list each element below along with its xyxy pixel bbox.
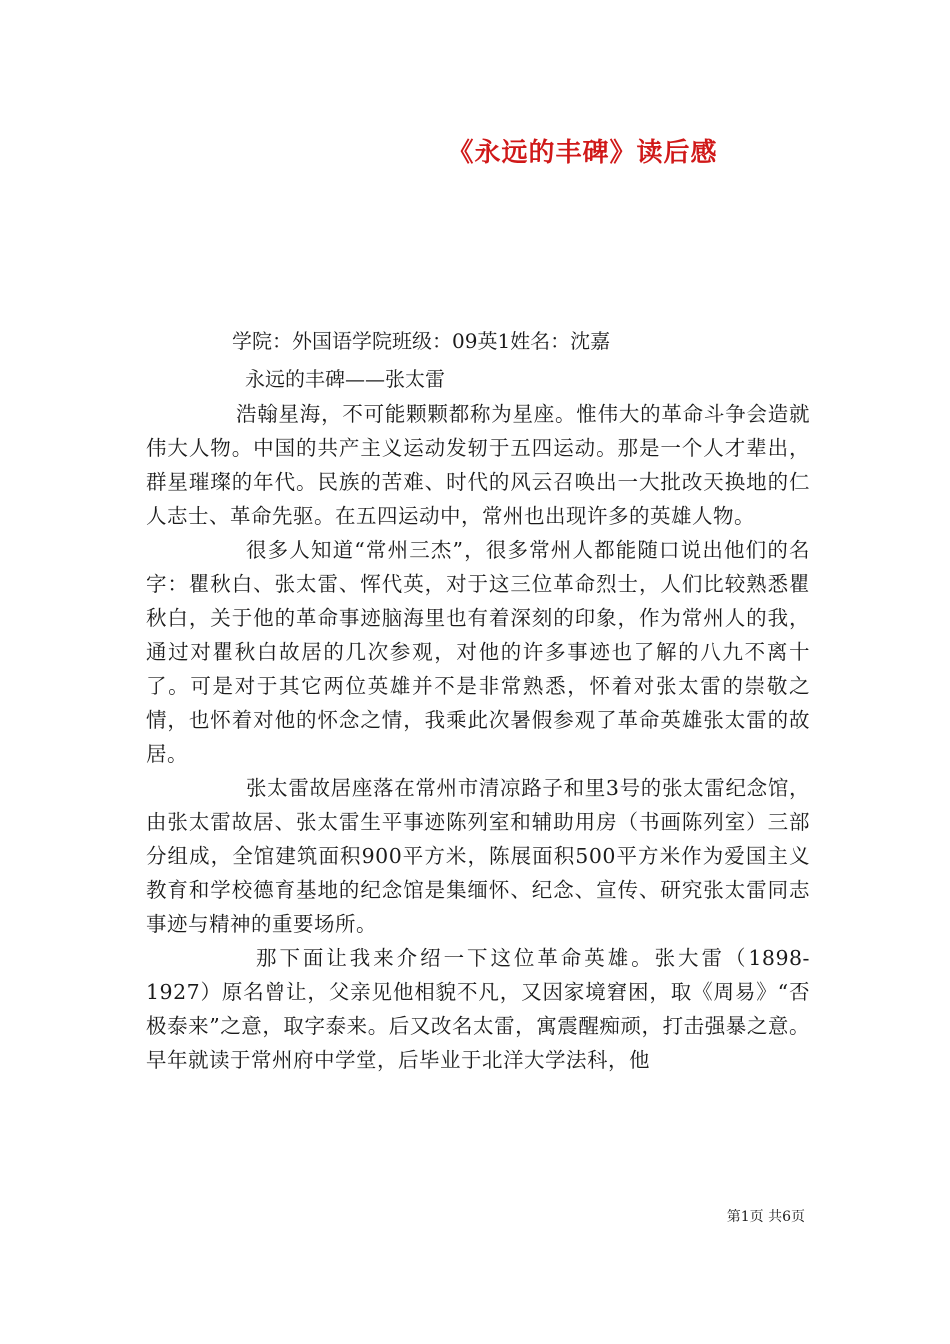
- page-number: 第1页 共6页: [726, 1209, 805, 1225]
- author-info-line: 学院：外国语学院班级：09英1姓名：沈嘉: [232, 329, 611, 353]
- paragraph-1: 浩翰星海，不可能颗颗都称为星座。惟伟大的革命斗争会造就伟大人物。中国的共产主义运动发轫于五四运动。那是一个人才辈出，群星璀璨的年代。民族的苦难、时代的风云召唤出一大批改天换地的仁人志士、革命先驱。在五四运动中，常州也出现许多的英雄人物。: [146, 402, 810, 528]
- paragraph-3: 张太雷故居座落在常州市清凉路子和里3号的张太雷纪念馆，由张太雷故居、张太雷生平事迹陈列室和辅助用房（书画陈列室）三部分组成，全馆建筑面积900平方米，陈展面积500平方米作为爱国主义教育和学校德育基地的纪念馆是集缅怀、纪念、宣传、研究张太雷同志事迹与精神的重要场所。: [146, 776, 810, 936]
- document-title: 《永远的丰碑》读后感: [447, 138, 718, 168]
- document-body: [146, 397, 810, 1077]
- paragraph-2: 很多人知道“常州三杰”，很多常州人都能随口说出他们的名字：瞿秋白、张太雷、恽代英，对于这三位革命烈士，人们比较熟悉瞿秋白，关于他的革命事迹脑海里也有着深刻的印象，作为常州人的我，通过对瞿秋白故居的几次参观，对他的许多事迹也了解的八九不离十了。可是对于其它两位英雄并不是非常熟悉，怀着对张太雷的崇敬之情，也怀着对他的怀念之情，我乘此次暑假参观了革命英雄张太雷的故居。: [146, 538, 810, 766]
- document-subtitle: 永远的丰碑——张太雷: [245, 367, 445, 391]
- paragraph-4: 那下面让我来介绍一下这位革命英雄。张大雷（1898-1927）原名曾让，父亲见他相貌不凡，又因家境窘困，取《周易》“否极泰来”之意，取字泰来。后又改名太雷，寓震醒痴顽，打击强暴之意。早年就读于常州府中学堂，后毕业于北洋大学法科，他: [146, 946, 810, 1072]
